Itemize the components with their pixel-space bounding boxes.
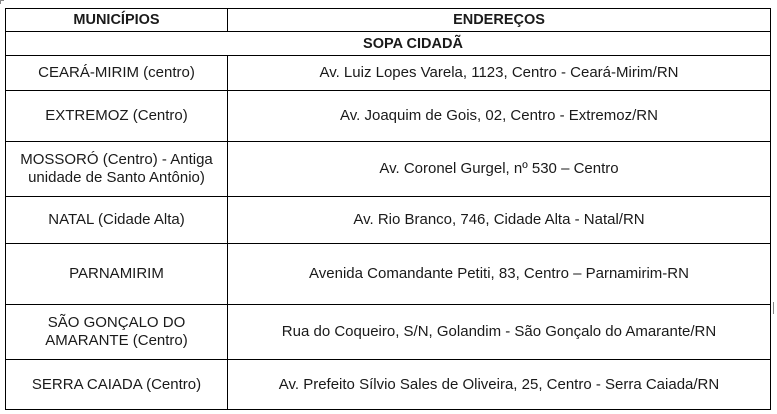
addresses-table xyxy=(5,8,771,410)
table-row xyxy=(6,142,770,197)
endereco-cell: Avenida Comandante Petiti, 83, Centro – Parnamirim-RN xyxy=(309,265,689,282)
section-title: SOPA CIDADÃ xyxy=(363,35,463,52)
header-municipios: MUNICÍPIOS xyxy=(6,9,228,31)
municipio-cell: PARNAMIRIM xyxy=(6,244,228,304)
table-row xyxy=(6,197,770,244)
municipio-cell: SERRA CAIADA (Centro) xyxy=(6,360,228,409)
endereco-cell: Rua do Coqueiro, S/N, Golandim - São Gonçalo do Amarante/RN xyxy=(281,323,717,340)
table-row xyxy=(6,305,770,360)
table-row xyxy=(6,244,770,305)
table-row xyxy=(6,56,770,91)
table-header-row xyxy=(6,9,770,32)
endereco-cell: Av. Coronel Gurgel, nº 530 – Centro xyxy=(379,160,619,177)
endereco-cell: Av. Joaquim de Gois, 02, Centro - Extremoz/RN xyxy=(340,107,658,124)
municipio-cell: MOSSORÓ (Centro) - Antiga unidade de Santo Antônio) xyxy=(6,142,228,196)
endereco-cell: Av. Luiz Lopes Varela, 1123, Centro - Ceará-Mirim/RN xyxy=(319,64,679,81)
endereco-cell: Av. Prefeito Sílvio Sales de Oliveira, 25, Centro - Serra Caiada/RN xyxy=(278,375,720,393)
table-row xyxy=(6,360,770,409)
header-enderecos: ENDEREÇOS xyxy=(453,12,545,28)
table-row xyxy=(6,91,770,142)
municipio-cell: SÃO GONÇALO DO AMARANTE (Centro) xyxy=(6,305,228,359)
endereco-cell: Av. Rio Branco, 746, Cidade Alta - Natal/RN xyxy=(353,211,645,228)
municipio-cell: CEARÁ-MIRIM (centro) xyxy=(6,56,228,90)
municipio-cell: NATAL (Cidade Alta) xyxy=(6,197,228,243)
municipio-cell: EXTREMOZ (Centro) xyxy=(6,91,228,141)
section-row xyxy=(6,32,770,56)
edge-mark xyxy=(773,302,774,314)
corner-mark xyxy=(0,0,4,4)
